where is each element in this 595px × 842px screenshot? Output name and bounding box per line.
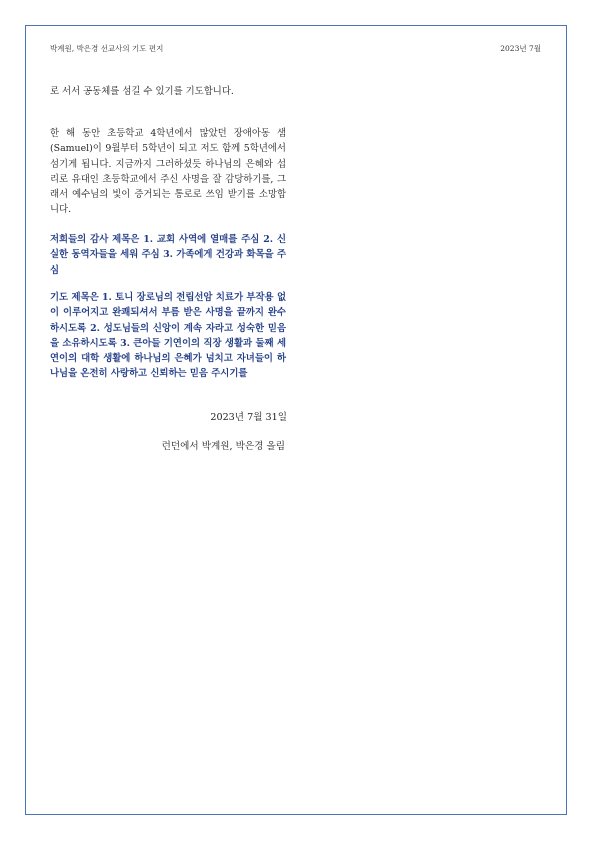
paragraph-continuation: 로 서서 공동체를 섬길 수 있기를 기도합니다.: [50, 86, 234, 97]
paragraph-samuel: 한 해 동안 초등학교 4학년에서 많았던 장애아동 샘(Samuel)이 9월부터 5학년이 되고 저도 함께 5학년에서 섬기게 됩니다. 지금까지 그러하셨듯 하나님의 은혜와 섭리로 유대인 초등학교에서 주신 사명을 잘 감당하기를, 그래서 예수님의 빛이 증거되는 통로로 쓰임 받기를 소망합니다.: [50, 128, 286, 216]
header-title: 박계원, 박은경 선교사의 기도 편지: [50, 44, 164, 53]
letter-signature: 런던에서 박계원, 박은경 올림: [161, 441, 285, 452]
thanks-list: 저희들의 감사 제목은 1. 교회 사역에 열매를 주심 2. 신실한 동역자들을 세워 주심 3. 가족에게 건강과 화목을 주심: [50, 234, 286, 276]
prayer-requests: 기도 제목은 1. 토니 장로님의 전립선암 치료가 부작용 없이 이루어지고 완쾌되셔서 부름 받은 사명을 끝까지 완수하시도록 2. 성도님들의 신앙이 계속 자라고 성숙한 믿음을 소유하시도록 3. 큰아들 기연이의 직장 생활과 둘째 세연이의 대학 생활에 하나님의 은혜가 넘치고 자녀들이 하나님을 온전히 사랑하고 신뢰하는 믿음 주시기를: [50, 292, 286, 380]
page-header: [50, 43, 541, 55]
header-date: 2023년 7월: [500, 44, 541, 53]
letter-date: 2023년 7월 31일: [210, 412, 287, 423]
